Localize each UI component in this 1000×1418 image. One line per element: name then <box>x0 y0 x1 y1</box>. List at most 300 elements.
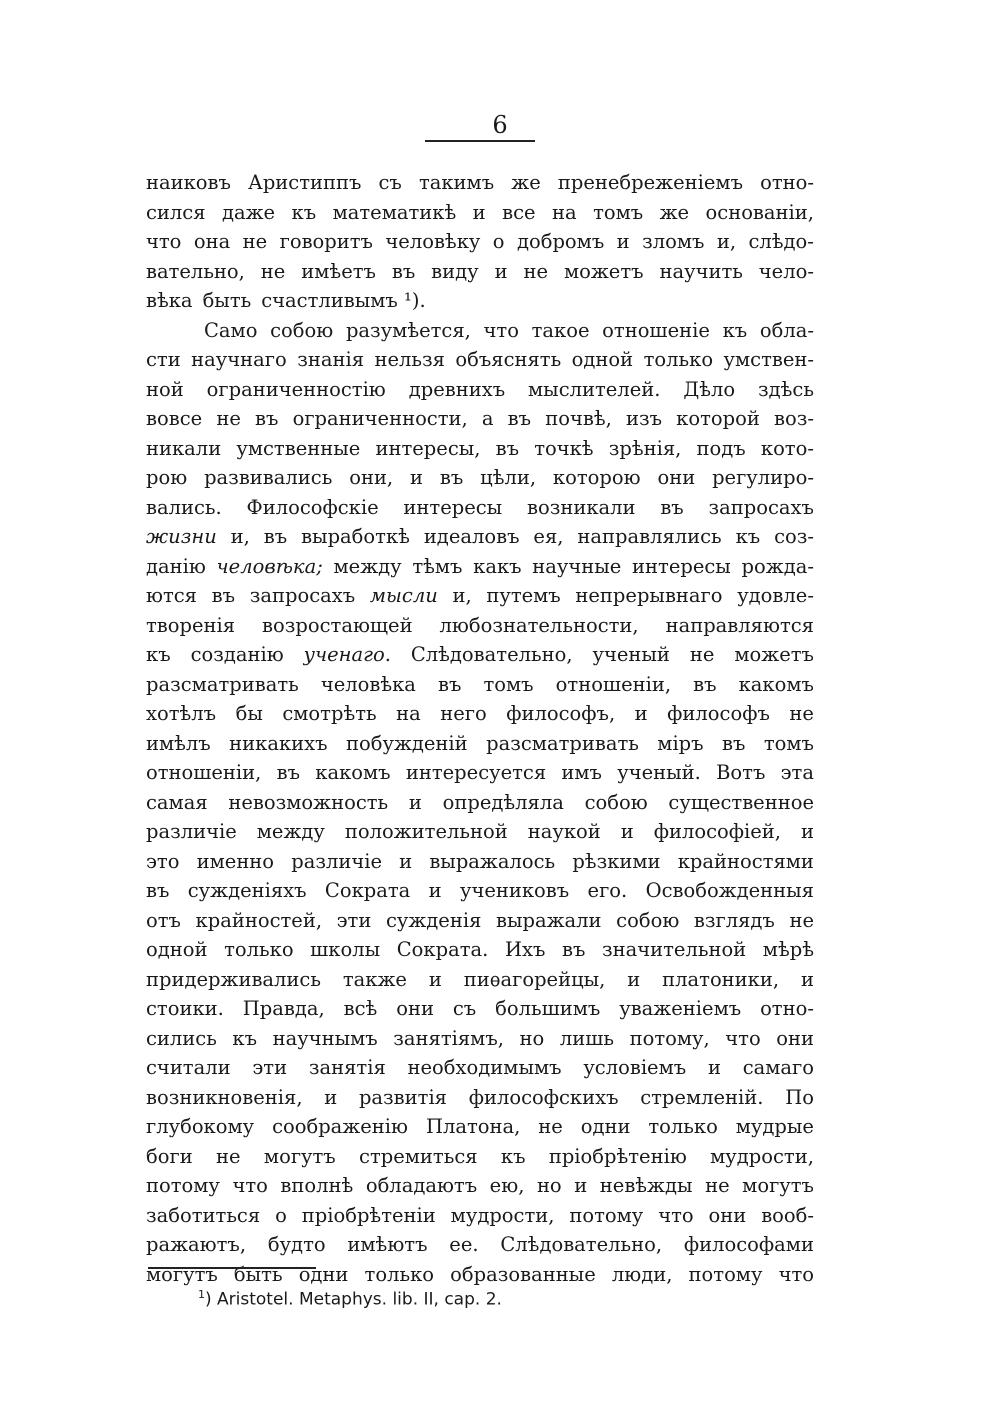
word: это <box>146 849 180 873</box>
word: къ <box>291 200 317 224</box>
word: смотрѣть <box>282 702 377 725</box>
text-line <box>146 227 814 257</box>
text-line <box>146 906 814 936</box>
word: же <box>511 171 541 194</box>
word: о <box>275 1203 287 1227</box>
page-number: 6 <box>492 111 508 139</box>
word: рѣзкими <box>572 849 661 873</box>
word: мудрости, <box>450 1203 555 1227</box>
word: отношеніе <box>602 318 710 342</box>
text-line <box>146 670 814 700</box>
word: пиѳагорейцы, <box>463 967 606 991</box>
text-line <box>146 434 814 464</box>
word: одни <box>298 1262 349 1286</box>
word: придерживались <box>146 967 321 991</box>
word: регулиро- <box>712 466 814 489</box>
text-line <box>146 1230 814 1260</box>
footnote-mark: 1 <box>198 1288 205 1301</box>
word: но <box>519 1026 545 1050</box>
word: лишь <box>559 1026 614 1050</box>
word: они <box>396 997 434 1020</box>
word: можетъ <box>563 259 644 283</box>
word: его. <box>587 879 628 902</box>
word: ученаго. <box>303 643 391 666</box>
word: мудрые <box>735 1115 814 1138</box>
word: взглядъ <box>693 908 775 932</box>
word: зрѣнія, <box>608 436 682 460</box>
word: и, <box>452 584 472 607</box>
word: между <box>256 820 325 843</box>
text-line <box>146 493 814 523</box>
word: и, <box>716 230 737 253</box>
word: томъ <box>763 731 814 755</box>
word: имѣетъ <box>301 259 376 283</box>
word: глубокому <box>146 1115 255 1138</box>
word: и <box>494 259 508 283</box>
word: объяснять <box>455 348 562 371</box>
word: считали <box>146 1056 231 1079</box>
word: къ <box>146 643 171 666</box>
word: не <box>260 259 286 283</box>
word: они, <box>349 466 394 489</box>
word: философіей, <box>653 820 781 843</box>
word: же <box>659 200 690 224</box>
word: бы <box>235 702 263 725</box>
word: выражалось <box>429 849 556 873</box>
word: основаніи, <box>705 200 814 224</box>
word: одной <box>146 938 208 961</box>
text-line <box>146 404 814 434</box>
word: не <box>523 259 549 283</box>
word: эти <box>252 1056 288 1079</box>
word: не <box>705 1174 730 1197</box>
word: опредѣляла <box>442 790 564 814</box>
word: которой <box>676 407 760 430</box>
word: По <box>785 1085 814 1109</box>
word: запросахъ <box>249 584 356 607</box>
word: Слѣдовательно, <box>500 1233 663 1256</box>
text-line <box>146 699 814 729</box>
word: что <box>658 1203 694 1227</box>
text-line <box>146 286 814 316</box>
word: научнымъ <box>272 1026 378 1050</box>
word: значительной <box>601 938 747 961</box>
word: отно- <box>760 997 814 1020</box>
text-line <box>146 847 814 877</box>
word: въ <box>146 879 170 902</box>
word: потому <box>569 1203 644 1227</box>
word: все <box>502 200 536 224</box>
word: мысли <box>369 584 438 607</box>
word: не <box>689 643 715 666</box>
word: древнихъ <box>408 377 506 401</box>
word: тѣмъ <box>412 554 463 578</box>
word: наиковъ <box>146 171 231 194</box>
word: интересы <box>632 554 731 578</box>
word: что <box>725 1026 761 1050</box>
word: любознательности, <box>439 613 639 637</box>
word: соз- <box>774 525 814 548</box>
word: разсматривать <box>486 731 639 755</box>
word: они <box>708 1203 747 1227</box>
word: направляются <box>665 613 814 637</box>
word: на <box>396 702 421 725</box>
word: чело- <box>758 259 814 283</box>
word: творенія <box>146 613 236 637</box>
word: математикѣ <box>332 200 457 224</box>
word: положительной <box>344 820 508 843</box>
text-line <box>146 729 814 759</box>
text-line <box>146 375 814 405</box>
word: въ <box>438 672 462 696</box>
word: возростающей <box>262 613 413 637</box>
word: они <box>776 1026 814 1050</box>
word: и <box>634 702 648 725</box>
word: непрерывнаго <box>575 584 723 607</box>
word: стоики. <box>146 997 224 1020</box>
word: уваженіемъ <box>619 997 742 1020</box>
word: и <box>800 967 814 991</box>
word: а <box>481 407 494 430</box>
word: не <box>789 908 814 932</box>
text-line <box>146 552 814 582</box>
word: мудрости, <box>710 1144 814 1168</box>
word: обла- <box>759 318 814 342</box>
word: вательно, <box>146 259 245 283</box>
word: развивались <box>204 466 333 489</box>
word: Платона, <box>425 1115 521 1138</box>
word: томъ <box>593 200 644 224</box>
word: мыслителей. <box>528 377 661 401</box>
word: къ <box>500 1144 526 1168</box>
word: стремленій. <box>640 1085 764 1109</box>
word: потому <box>688 1262 763 1286</box>
word: не <box>216 407 241 430</box>
text-line <box>146 1112 814 1142</box>
text-line <box>146 257 814 287</box>
word: ея, <box>533 525 564 548</box>
word: жизни <box>146 525 217 548</box>
word: наукой <box>527 820 601 843</box>
word: въ <box>722 731 746 755</box>
word: потому, <box>629 1026 710 1050</box>
word: запросахъ <box>708 495 814 519</box>
word: зломъ <box>642 230 705 253</box>
word: и <box>616 230 630 253</box>
word: и <box>428 967 442 991</box>
word: интересуется <box>405 761 547 784</box>
word: человѣка; <box>216 554 323 578</box>
word: школы <box>310 938 381 961</box>
word: въ <box>561 938 586 961</box>
word: добромъ <box>516 230 605 253</box>
word: сился <box>146 200 206 224</box>
word: въ <box>495 436 520 460</box>
text-line <box>146 994 814 1024</box>
word: идеаловъ <box>423 525 520 548</box>
page-number-rule <box>425 140 535 142</box>
word: существенное <box>668 790 814 814</box>
word: и <box>707 1056 721 1079</box>
word: ученый. <box>617 761 701 784</box>
word: Само <box>204 318 258 342</box>
word: вполнѣ <box>280 1174 354 1197</box>
word: пріобрѣтенію <box>548 1144 687 1168</box>
text-line <box>146 788 814 818</box>
word: философскихъ <box>468 1085 619 1109</box>
word: имѣлъ <box>146 731 211 755</box>
word: здѣсь <box>758 377 814 401</box>
word: и <box>410 466 424 489</box>
word: образованные <box>450 1262 596 1286</box>
word: въ <box>391 259 416 283</box>
word: какъ <box>473 554 522 578</box>
word: можетъ <box>734 643 814 666</box>
text-line <box>146 1171 814 1201</box>
word: также <box>342 967 407 991</box>
word: разумѣется, <box>345 318 471 342</box>
word: занятіямъ, <box>393 1026 504 1050</box>
word: философъ <box>667 702 770 725</box>
text-line <box>146 1142 814 1172</box>
word: въ <box>507 407 532 430</box>
word: человѣку <box>385 230 481 253</box>
word: Философскіе <box>246 495 379 519</box>
word: къ <box>722 318 748 342</box>
word: слѣдо- <box>748 230 814 253</box>
word: научнаго <box>191 348 287 371</box>
word: интересы, <box>375 436 481 460</box>
word: на <box>552 200 577 224</box>
word: къ <box>232 1026 258 1050</box>
word: только <box>224 938 294 961</box>
word: и <box>627 967 641 991</box>
word: ученый <box>592 643 670 666</box>
word: нельзя <box>374 348 445 371</box>
word: и <box>800 820 814 843</box>
word: эта <box>780 761 814 784</box>
text-line <box>146 1024 814 1054</box>
text-line <box>146 581 814 611</box>
word: не <box>242 230 268 253</box>
word: ются <box>146 584 197 607</box>
text-line <box>146 1053 814 1083</box>
word: ее. <box>449 1233 479 1256</box>
word: и <box>324 1085 338 1109</box>
word: отношеніи, <box>555 672 672 696</box>
word: данію <box>146 554 206 578</box>
word: крайностями <box>677 849 814 873</box>
word: въ <box>263 525 288 548</box>
word: и <box>472 200 486 224</box>
footnote-rule <box>148 1267 316 1269</box>
word: имѣютъ <box>347 1233 428 1256</box>
word: сужденіяхъ <box>187 879 307 902</box>
word: всѣ <box>343 997 378 1020</box>
body-text <box>146 168 814 1289</box>
word: въ <box>660 495 684 519</box>
word: къ <box>735 525 761 548</box>
word: вались. <box>146 495 222 519</box>
word: но <box>536 1174 562 1197</box>
word: подъ <box>696 436 746 460</box>
word: такое <box>531 318 590 342</box>
word: сти <box>146 348 181 371</box>
word: люди, <box>611 1262 673 1286</box>
word: вѣка <box>146 289 193 312</box>
text-line <box>146 345 814 375</box>
word: почвѣ, <box>545 407 612 430</box>
word: боги <box>146 1144 193 1168</box>
word: рожда- <box>741 554 814 578</box>
word: заботиться <box>146 1203 261 1227</box>
word: какомъ <box>738 672 814 696</box>
word: ражаютъ, <box>146 1233 247 1256</box>
word: и <box>620 820 634 843</box>
footnote <box>198 1283 502 1312</box>
word: необходимымъ <box>407 1056 562 1079</box>
text-line <box>146 1083 814 1113</box>
word: томъ <box>483 672 534 696</box>
word: и <box>399 849 413 873</box>
word: въ <box>276 761 301 784</box>
word: хотѣлъ <box>146 702 217 725</box>
text-line <box>146 876 814 906</box>
word: что <box>778 1262 814 1286</box>
text-line <box>146 463 814 493</box>
word: развитія <box>358 1085 447 1109</box>
word: различіе <box>291 849 383 873</box>
word: не <box>216 1144 241 1168</box>
word: въ <box>255 407 279 430</box>
word: пріобрѣтеніи <box>301 1203 436 1227</box>
word: только <box>364 1262 435 1286</box>
word: занятія <box>308 1056 386 1079</box>
word: невѣжды <box>599 1174 693 1197</box>
word: будто <box>267 1233 326 1256</box>
word: путемъ <box>486 584 561 607</box>
word: что <box>483 318 519 342</box>
word: пренебреженіемъ <box>557 171 743 194</box>
word: съ <box>452 997 477 1020</box>
word: философами <box>683 1233 814 1256</box>
word: человѣка <box>320 672 416 696</box>
word: эти <box>336 908 372 932</box>
word: удовле- <box>737 584 814 607</box>
word: возникновенія, <box>146 1085 303 1109</box>
word: счастливымъ ¹). <box>261 289 426 312</box>
word: и <box>408 790 422 814</box>
word: ограниченностію <box>206 377 386 401</box>
word: научить <box>659 259 743 283</box>
word: не <box>789 702 814 725</box>
word: вооб- <box>761 1203 814 1227</box>
word: цѣли, <box>480 466 537 489</box>
word: умствен- <box>723 348 814 371</box>
word: такимъ <box>418 171 495 194</box>
word: возникали <box>527 495 636 519</box>
word: ею, <box>489 1174 525 1197</box>
word: что <box>146 230 182 253</box>
word: ограниченности, <box>292 407 468 430</box>
word: она <box>193 230 231 253</box>
word: умственные <box>236 436 361 460</box>
word: знанія <box>297 348 364 371</box>
word: быть <box>233 1262 283 1286</box>
word: точкѣ <box>534 436 594 460</box>
word: стремиться <box>359 1144 478 1168</box>
word: одни <box>580 1115 631 1138</box>
word: одной <box>571 348 634 371</box>
word: крайностей, <box>195 908 323 932</box>
word: никали <box>146 436 222 460</box>
word: него <box>440 702 487 725</box>
word: созданію <box>190 643 284 666</box>
text-line <box>146 758 814 788</box>
word: невозможность <box>228 790 389 814</box>
word: въ <box>211 584 236 607</box>
text-line <box>146 935 814 965</box>
word: міръ <box>657 731 704 755</box>
word: которою <box>552 466 641 489</box>
word: отношеніи, <box>146 761 262 784</box>
word: вовсе <box>146 407 203 430</box>
word: научные <box>532 554 622 578</box>
word: потому <box>146 1174 220 1197</box>
word: отъ <box>146 908 181 932</box>
text-line <box>146 198 814 228</box>
text-line <box>146 611 814 641</box>
word: учениковъ <box>459 879 570 902</box>
word: кото- <box>760 436 814 460</box>
word: и <box>428 879 442 902</box>
text-line <box>146 522 814 552</box>
word: самаго <box>742 1056 814 1079</box>
word: виду <box>431 259 479 283</box>
word: какомъ <box>315 761 391 784</box>
word: Сократа. <box>396 938 489 961</box>
word: направлялись <box>577 525 722 548</box>
word: что <box>232 1174 268 1197</box>
word: о <box>492 230 505 253</box>
word: и <box>574 1174 588 1197</box>
word: изъ <box>625 407 662 430</box>
word: Сократа <box>324 879 411 902</box>
word: различіе <box>146 820 237 843</box>
word: быть <box>202 289 252 312</box>
word: сились <box>146 1026 217 1050</box>
word: они <box>657 466 696 489</box>
text-line <box>146 316 814 346</box>
word: отно- <box>760 171 814 194</box>
word: могутъ <box>742 1174 814 1197</box>
text-line <box>146 168 814 198</box>
text-line <box>146 640 814 670</box>
word: имъ <box>561 761 602 784</box>
word: Аристиппъ <box>248 171 362 194</box>
word: и, <box>230 525 250 548</box>
word: собою <box>616 908 680 932</box>
word: обладаютъ <box>365 1174 478 1197</box>
word: побужденій <box>346 731 468 755</box>
word: философъ, <box>506 702 616 725</box>
word: Правда, <box>242 997 325 1020</box>
word: разсматривать <box>146 672 299 696</box>
text-line <box>146 817 814 847</box>
footnote-text: ) Aristotel. Metaphys. lib. II, cap. 2. <box>205 1289 502 1310</box>
word: большимъ <box>495 997 601 1020</box>
word: никакихъ <box>229 731 328 755</box>
